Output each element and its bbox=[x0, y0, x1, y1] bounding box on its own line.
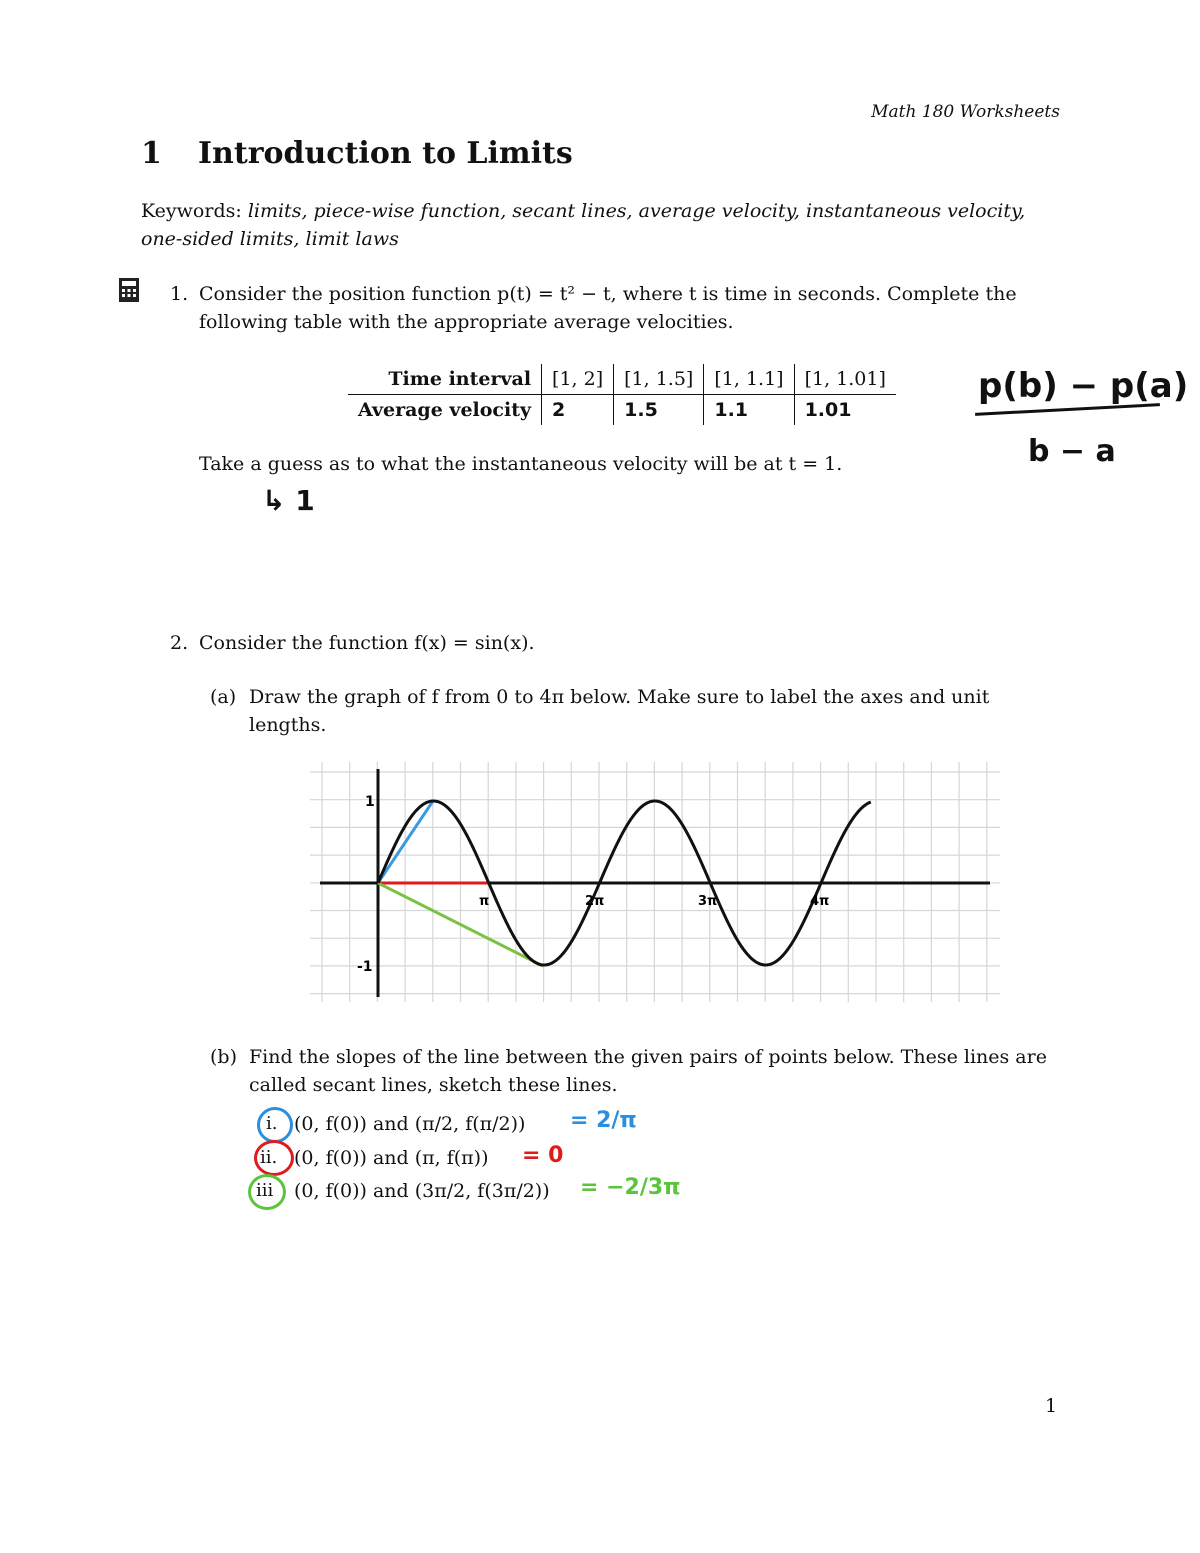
item-label: iii bbox=[256, 1180, 274, 1201]
page-number: 1 bbox=[1045, 1395, 1058, 1417]
item-text: (0, f(0)) and (π/2, f(π/2)) bbox=[294, 1113, 526, 1135]
item-answer: = 0 bbox=[522, 1143, 564, 1168]
sine-graph bbox=[305, 757, 1005, 1007]
x-tick-label: π bbox=[479, 894, 490, 909]
time-interval-header: Time interval bbox=[348, 364, 542, 395]
answer-cell: 1.5 bbox=[614, 395, 704, 426]
section-title: Introduction to Limits bbox=[198, 136, 573, 171]
x-tick-label: 2π bbox=[585, 894, 605, 909]
part-b-label: (b) bbox=[210, 1046, 237, 1068]
q2-text: Consider the function f(x) = sin(x). bbox=[199, 632, 535, 654]
item-label: i. bbox=[266, 1113, 278, 1134]
item-label: ii. bbox=[260, 1147, 278, 1168]
part-b-text: Find the slopes of the line between the given pairs of points below. These lines are called secant lines, sketch these lines. bbox=[249, 1046, 1047, 1096]
part-a-text: Draw the graph of f from 0 to 4π below. Make sure to label the axes and unit lengths. bbox=[249, 686, 990, 736]
interval-cell: [1, 1.01] bbox=[804, 368, 886, 390]
q1-guess-answer: ↳ 1 bbox=[262, 484, 315, 517]
q1-number: 1. bbox=[170, 283, 189, 305]
x-tick-label: 4π bbox=[810, 894, 830, 909]
item-text: (0, f(0)) and (3π/2, f(3π/2)) bbox=[294, 1180, 550, 1202]
table-row bbox=[348, 364, 896, 395]
q1-guess-prompt: Take a guess as to what the instantaneous velocity will be at t = 1. bbox=[199, 453, 843, 475]
y-tick-label-neg1: -1 bbox=[357, 959, 373, 975]
q1-text: Consider the position function p(t) = t² − t, where t is time in seconds. Complete the following table with the appropriate average velocities. bbox=[199, 283, 1017, 333]
item-answer: = 2/π bbox=[570, 1108, 637, 1133]
interval-cell: [1, 1.5] bbox=[614, 364, 704, 395]
calculator-icon bbox=[118, 277, 140, 303]
interval-cell: [1, 1.1] bbox=[704, 364, 794, 395]
y-tick-label-1: 1 bbox=[365, 794, 375, 810]
answer-cell: 2 bbox=[542, 395, 614, 426]
keywords-label: Keywords: bbox=[141, 200, 242, 222]
interval-cell: [1, 2] bbox=[542, 364, 614, 395]
answer-cell: 1.01 bbox=[804, 399, 852, 421]
table-row bbox=[348, 395, 896, 426]
keywords-paragraph bbox=[141, 197, 1061, 253]
velocity-table bbox=[348, 364, 896, 425]
running-header: Math 180 Worksheets bbox=[871, 102, 1060, 122]
item-answer: = −2/3π bbox=[580, 1175, 681, 1200]
x-tick-label: 3π bbox=[698, 894, 718, 909]
answer-cell: 1.1 bbox=[704, 395, 794, 426]
keywords-list: limits, piece-wise function, secant lines, average velocity, instantaneous velocity, one-sided limits, limit laws bbox=[141, 200, 1026, 250]
part-a-label: (a) bbox=[210, 686, 237, 708]
handwritten-denominator: b − a bbox=[1028, 434, 1116, 469]
average-velocity-header: Average velocity bbox=[348, 395, 542, 426]
q2-number: 2. bbox=[170, 632, 189, 654]
section-number: 1 bbox=[141, 136, 162, 171]
item-text: (0, f(0)) and (π, f(π)) bbox=[294, 1147, 489, 1169]
handwritten-numerator: p(b) − p(a) bbox=[978, 366, 1189, 406]
